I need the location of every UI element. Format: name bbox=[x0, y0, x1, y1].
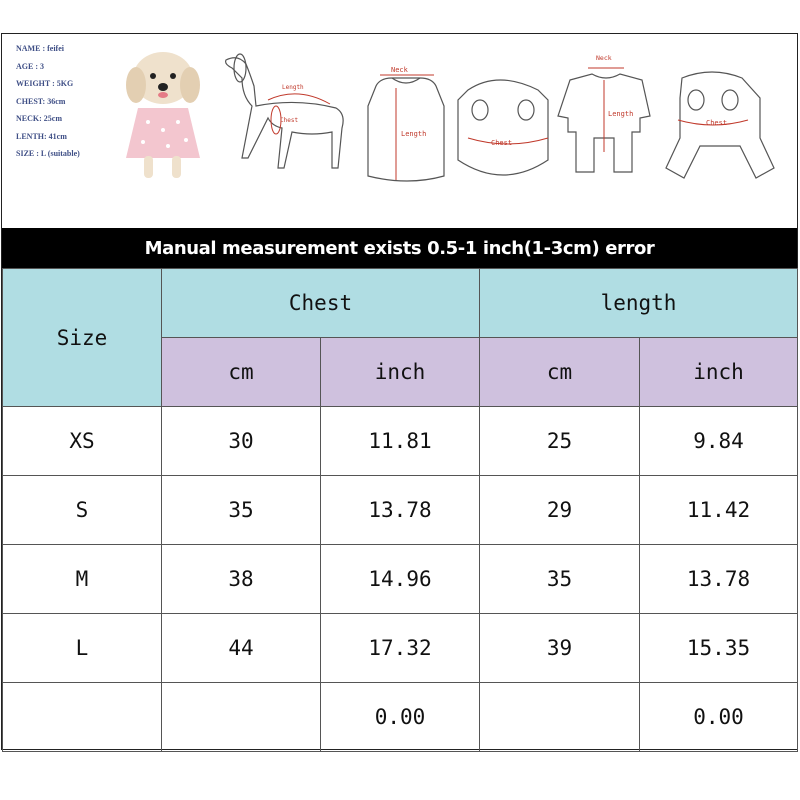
chest-cm-cell: 30 bbox=[162, 407, 321, 476]
length-inch-cell: 0.00 bbox=[640, 683, 798, 752]
measurement-illustrations bbox=[118, 40, 793, 190]
size-cell: L bbox=[3, 614, 162, 683]
chest-cm-cell bbox=[162, 683, 321, 752]
shirt-length-label: Length bbox=[401, 130, 427, 138]
length-inch-cell: 9.84 bbox=[640, 407, 798, 476]
table-row bbox=[3, 683, 798, 752]
info-chest: CHEST: 36cm bbox=[16, 96, 66, 106]
shirt-back-drawing bbox=[458, 80, 548, 175]
info-length: LENTH: 41cm bbox=[16, 131, 67, 141]
length-cm-cell: 29 bbox=[480, 476, 640, 545]
chest-cm-cell: 38 bbox=[162, 545, 321, 614]
info-size: SIZE : L (suitable) bbox=[16, 149, 80, 158]
size-cell bbox=[3, 683, 162, 752]
dog-chest-label: Chest bbox=[280, 117, 299, 124]
chest-inch-cell: 14.96 bbox=[321, 545, 480, 614]
dog-length-label: Length bbox=[282, 84, 304, 91]
dog-info-panel bbox=[16, 40, 80, 163]
length-cm-cell: 35 bbox=[480, 545, 640, 614]
length-header: length bbox=[480, 269, 798, 338]
chest-inch-header: inch bbox=[321, 338, 480, 407]
suit-neck-label: Neck bbox=[596, 54, 612, 62]
size-cell: S bbox=[3, 476, 162, 545]
suit-chest-label: Chest bbox=[706, 119, 728, 127]
table-row bbox=[3, 476, 798, 545]
size-cell: XS bbox=[3, 407, 162, 476]
size-table bbox=[2, 268, 798, 752]
table-row bbox=[3, 407, 798, 476]
table-row bbox=[3, 614, 798, 683]
chest-header: Chest bbox=[162, 269, 480, 338]
chest-inch-cell: 0.00 bbox=[321, 683, 480, 752]
measurement-error-banner: Manual measurement exists 0.5-1 inch(1-3cm) error bbox=[2, 228, 797, 268]
chest-cm-cell: 44 bbox=[162, 614, 321, 683]
chest-inch-cell: 17.32 bbox=[321, 614, 480, 683]
info-age: AGE : 3 bbox=[16, 61, 44, 71]
info-name: NAME : feifei bbox=[16, 44, 64, 53]
shirt-neck-label: Neck bbox=[391, 66, 408, 74]
chest-inch-cell: 11.81 bbox=[321, 407, 480, 476]
info-weight: WEIGHT : 5KG bbox=[16, 79, 74, 88]
size-cell: M bbox=[3, 545, 162, 614]
length-inch-header: inch bbox=[640, 338, 798, 407]
length-cm-cell: 25 bbox=[480, 407, 640, 476]
chest-cm-header: cm bbox=[162, 338, 321, 407]
length-cm-cell: 39 bbox=[480, 614, 640, 683]
chest-inch-cell: 13.78 bbox=[321, 476, 480, 545]
suit-length-label: Length bbox=[608, 110, 634, 118]
length-inch-cell: 15.35 bbox=[640, 614, 798, 683]
length-inch-cell: 11.42 bbox=[640, 476, 798, 545]
shirt-chest-label: Chest bbox=[491, 139, 513, 147]
length-inch-cell: 13.78 bbox=[640, 545, 798, 614]
chest-cm-cell: 35 bbox=[162, 476, 321, 545]
size-header: Size bbox=[3, 269, 162, 407]
table-row bbox=[3, 545, 798, 614]
dog-outline-drawing bbox=[226, 54, 344, 168]
info-neck: NECK: 25cm bbox=[16, 114, 62, 123]
length-cm-header: cm bbox=[480, 338, 640, 407]
length-cm-cell bbox=[480, 683, 640, 752]
dog-photo bbox=[126, 52, 200, 178]
